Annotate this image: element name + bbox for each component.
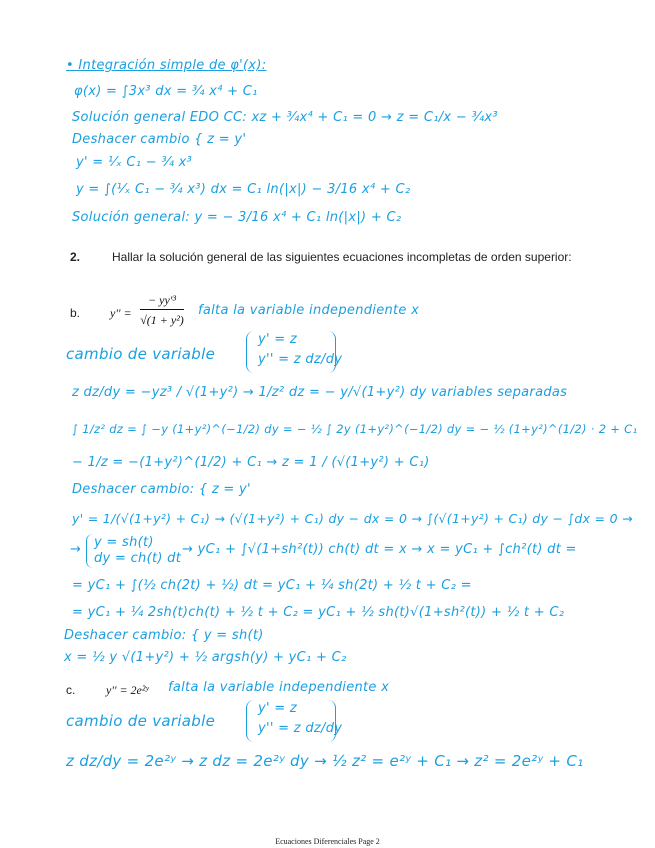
hw-c-solution: z dz/dy = 2e²ʸ → z dz = 2e²ʸ dy → ½ z² = e²ʸ + C₁ → z² = 2e²ʸ + C₁ xyxy=(66,752,584,770)
hw-b-sys-2: y'' = z dz/dy xyxy=(258,352,343,367)
hw-phi-integral: φ(x) = ∫3x³ dx = ¾ x⁴ + C₁ xyxy=(74,84,258,99)
hw-general-solution-edo: Solución general EDO CC: xz + ¾x⁴ + C₁ = 0 → z = C₁/x − ¾x³ xyxy=(72,110,498,125)
item-b-label: b. xyxy=(70,306,81,320)
hw-b-sub-2: dy = ch(t) dt xyxy=(94,551,182,566)
hw-b-sys-1: y' = z xyxy=(258,332,298,347)
problem-statement: Hallar la solución general de las siguientes ecuaciones incompletas de orden superior: xyxy=(112,250,572,264)
problem-number: 2. xyxy=(70,250,81,264)
b-substitution-brace xyxy=(86,534,93,568)
hw-b-change-of-variable: cambio de variable xyxy=(66,345,216,363)
hw-general-solution-final: Solución general: y = − 3/16 x⁴ + C₁ ln(|x|) + C₂ xyxy=(72,210,402,225)
item-b-lhs: y'' = xyxy=(110,306,132,320)
hw-b-y-prime: y' = 1/(√(1+y²) + C₁) → (√(1+y²) + C₁) dy − dx = 0 → ∫(√(1+y²) + C₁) dy − ∫dx = 0 → xyxy=(72,511,633,526)
hw-b-undo-change: Deshacer cambio: { z = y' xyxy=(72,482,251,497)
hw-c-sys-1: y' = z xyxy=(258,701,298,716)
hw-integration-title: • Integración simple de φ'(x): xyxy=(66,58,267,73)
item-c-label: c. xyxy=(66,683,76,697)
hw-b-simplify: = yC₁ + ¼ 2sh(t)ch(t) + ½ t + C₂ = yC₁ + ½ sh(t)√(1+sh²(t)) + ½ t + C₂ xyxy=(72,605,565,620)
hw-b-undo-change-2: Deshacer cambio: { y = sh(t) xyxy=(64,628,264,643)
hw-b-final: x = ½ y √(1+y²) + ½ argsh(y) + yC₁ + C₂ xyxy=(64,650,347,665)
hw-y-integral: y = ∫(¹⁄ₓ C₁ − ¾ x³) dx = C₁ ln(|x|) − 3/16 x⁴ + C₂ xyxy=(76,182,411,197)
hw-b-integrate: ∫ 1/z² dz = ∫ −y (1+y²)^(−1/2) dy = − ½ ∫ 2y (1+y²)^(−1/2) dy = − ½ (1+y²)^(1/2) · 2 + C₁ xyxy=(72,422,638,436)
hw-y-prime: y' = ¹⁄ₓ C₁ − ¾ x³ xyxy=(76,155,193,170)
hw-b-arrow: → xyxy=(70,542,82,557)
hw-b-sub-1: y = sh(t) xyxy=(94,535,154,550)
hw-c-sys-2: y'' = z dz/dy xyxy=(258,721,343,736)
hw-b-x-integral: → yC₁ + ∫√(1+sh²(t)) ch(t) dt = x → x = yC₁ + ∫ch²(t) dt = xyxy=(182,542,577,557)
hw-b-solve-z: − 1/z = −(1+y²)^(1/2) + C₁ → z = 1 / (√(1+y²) + C₁) xyxy=(72,455,430,470)
item-c-formula: y'' = 2e²ʸ xyxy=(106,683,149,697)
item-b-denominator: √(1 + y²) xyxy=(140,313,184,327)
hw-undo-change-1: Deshacer cambio { z = y' xyxy=(72,132,247,147)
hw-b-missing-variable: falta la variable independiente x xyxy=(198,303,420,318)
hw-c-change-of-variable: cambio de variable xyxy=(66,712,216,730)
hw-b-ch2-integral: = yC₁ + ∫(½ ch(2t) + ½) dt = yC₁ + ¼ sh(2t) + ½ t + C₂ = xyxy=(72,578,472,593)
hw-c-missing-variable: falta la variable independiente x xyxy=(168,680,390,695)
page-footer: Ecuaciones Diferenciales Page 2 xyxy=(275,837,380,846)
item-b-numerator: − yy'³ xyxy=(140,293,184,310)
hw-b-separated: z dz/dy = −yz³ / √(1+y²) → 1/z² dz = − y/√(1+y²) dy variables separadas xyxy=(72,385,568,400)
